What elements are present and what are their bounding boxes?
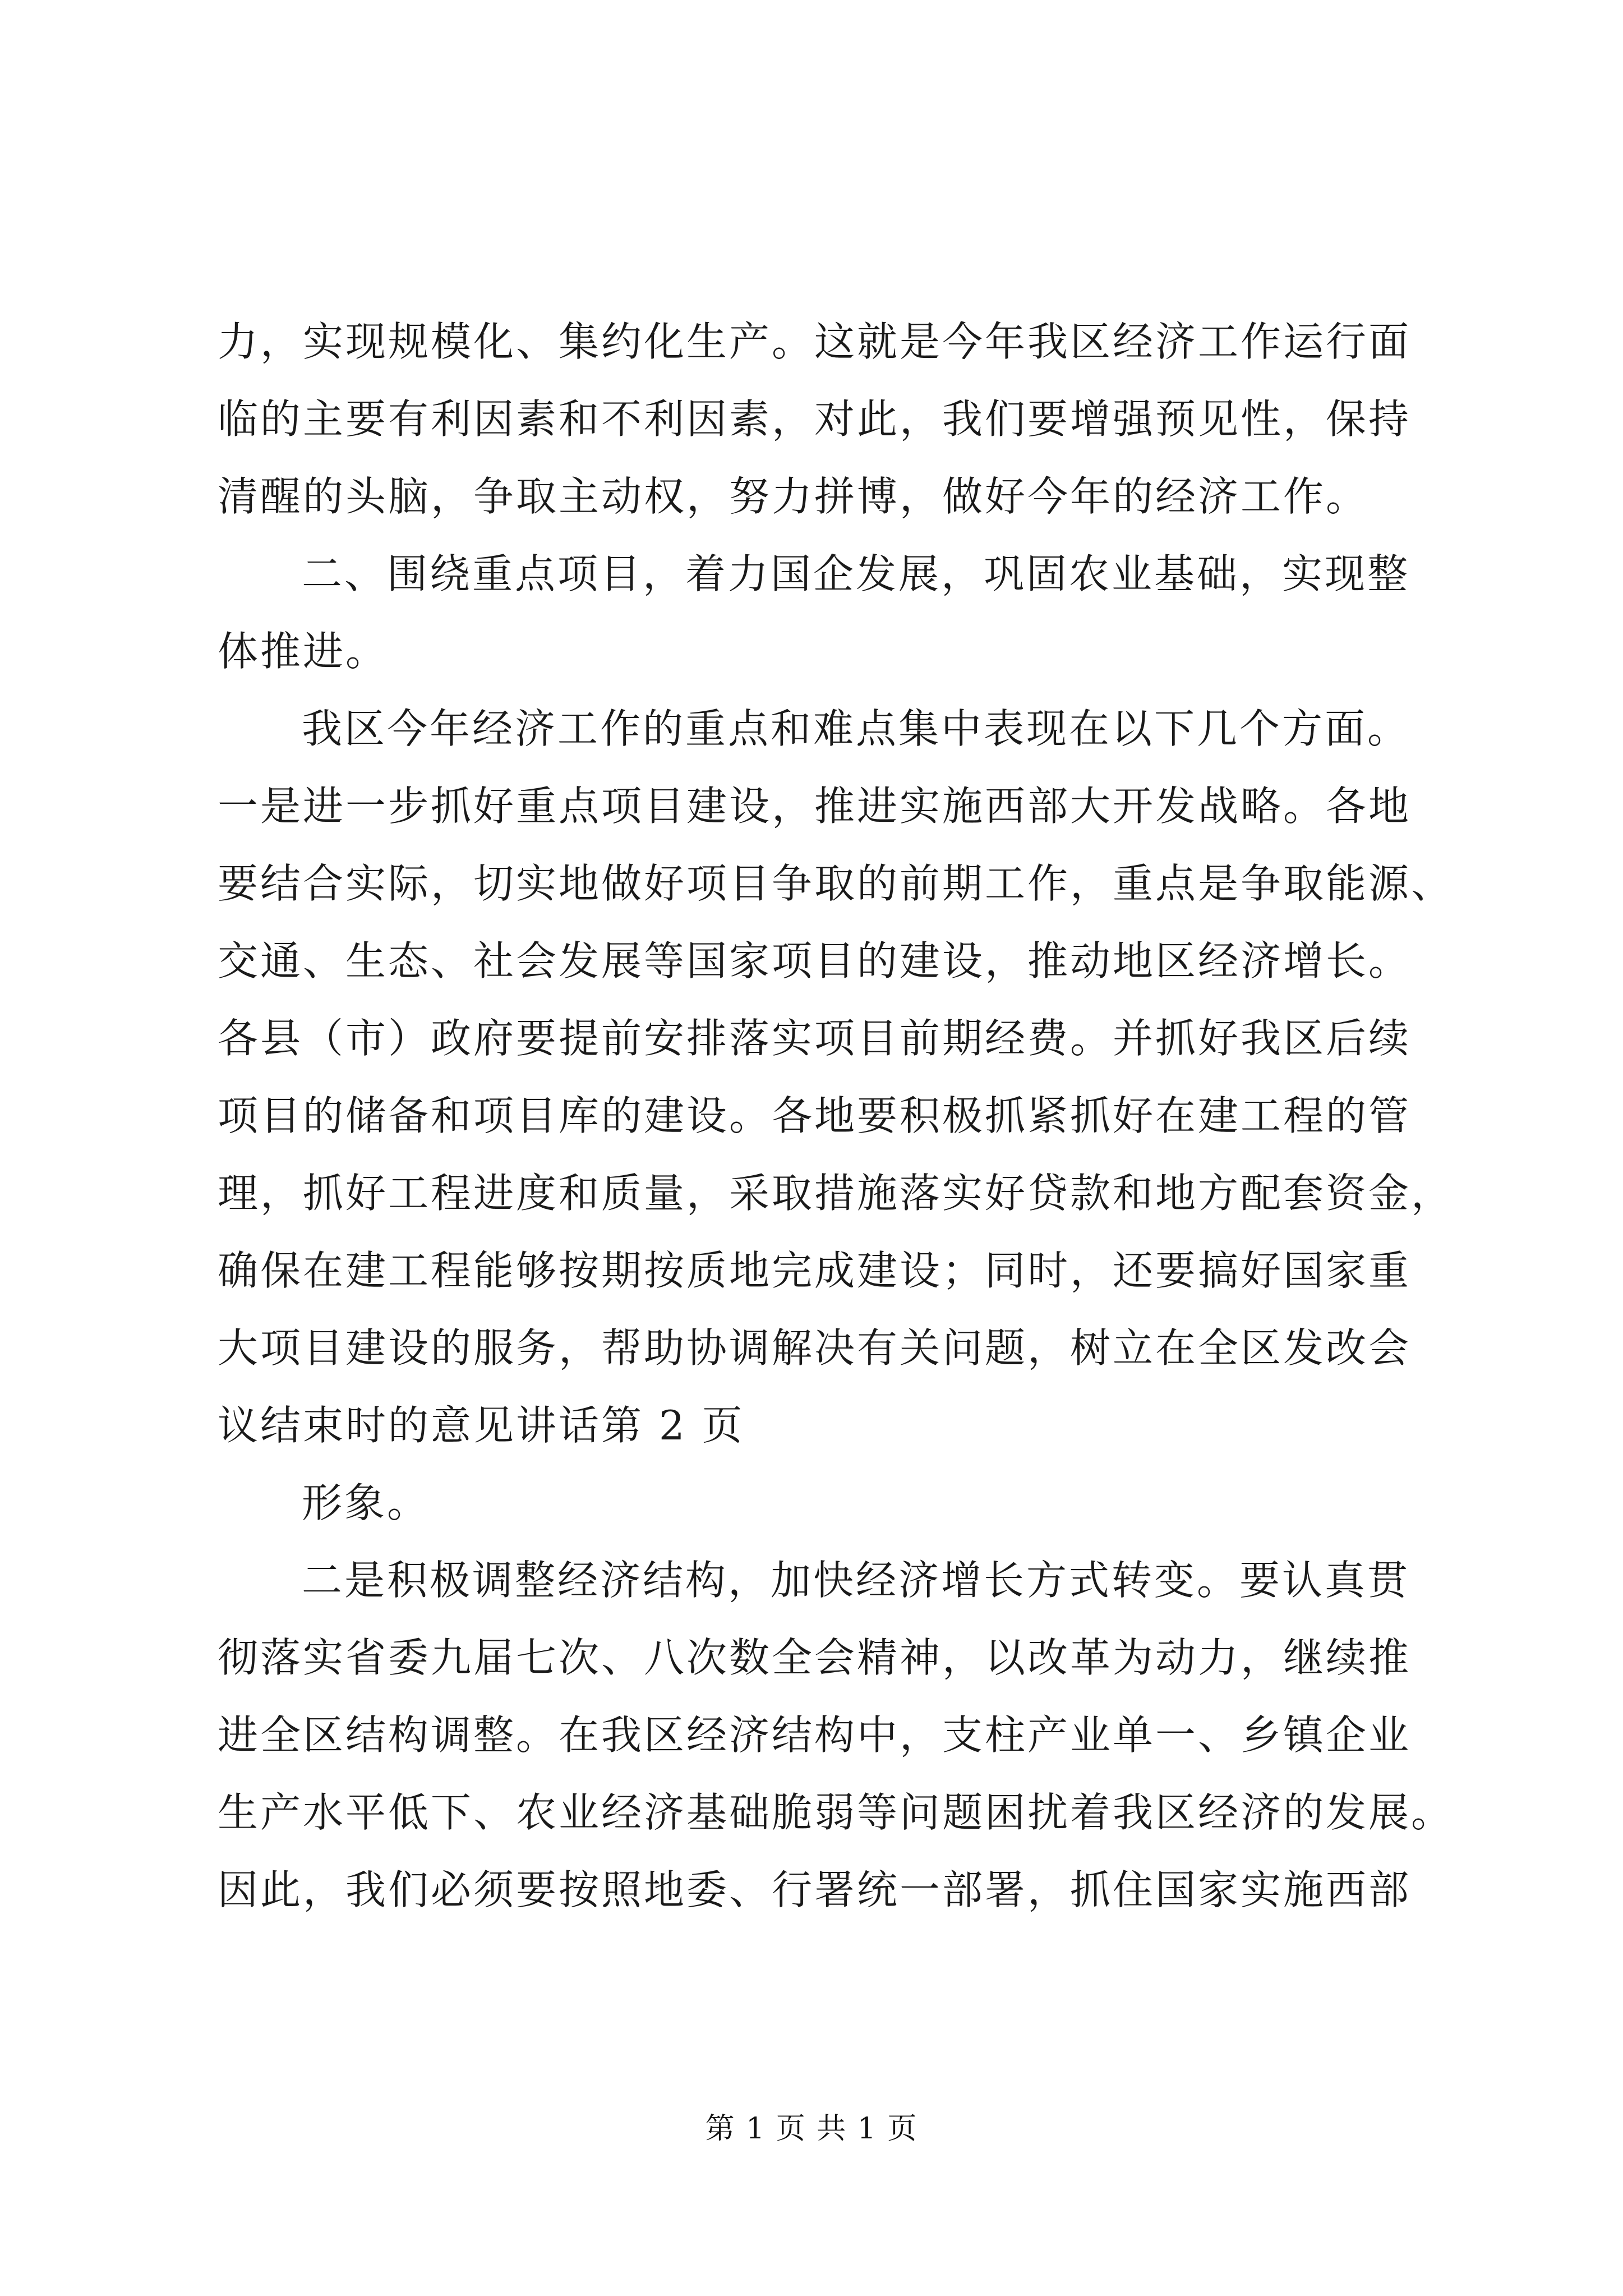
text-line: 各县（市）政府要提前安排落实项目前期经费。并抓好我区后续 bbox=[218, 1015, 1412, 1062]
text-line: 我区今年经济工作的重点和难点集中表现在以下几个方面。 bbox=[302, 705, 1410, 752]
text-line: 清醒的头脑，争取主动权，努力拼博，做好今年的经济工作。 bbox=[218, 473, 1369, 520]
section-heading-line: 体推进。 bbox=[218, 628, 389, 675]
text-line: 二是积极调整经济结构，加快经济增长方式转变。要认真贯 bbox=[302, 1557, 1410, 1604]
text-line: 临的主要有利因素和不利因素，对此，我们要增强预见性，保持 bbox=[218, 395, 1412, 443]
text-line: 大项目建设的服务，帮助协调解决有关问题，树立在全区发改会 bbox=[218, 1324, 1412, 1372]
text-line: 交通、生态、社会发展等国家项目的建设，推动地区经济增长。 bbox=[218, 937, 1412, 984]
text-line: 要结合实际，切实地做好项目争取的前期工作，重点是争取能源、 bbox=[218, 860, 1454, 907]
text-line: 生产水平低下、农业经济基础脆弱等问题困扰着我区经济的发展。 bbox=[218, 1789, 1454, 1836]
text-line: 一是进一步抓好重点项目建设，推进实施西部大开发战略。各地 bbox=[218, 783, 1412, 830]
text-line: 进全区结构调整。在我区经济结构中，支柱产业单一、乡镇企业 bbox=[218, 1711, 1412, 1759]
body-text bbox=[218, 303, 1454, 1929]
text-line: 确保在建工程能够按期按质地完成建设；同时，还要搞好国家重 bbox=[218, 1247, 1412, 1294]
text-line: 力，实现规模化、集约化生产。这就是今年我区经济工作运行面 bbox=[218, 318, 1412, 365]
text-line: 彻落实省委九届七次、八次数全会精神，以改革为动力，继续推 bbox=[218, 1634, 1412, 1681]
text-line: 项目的储备和项目库的建设。各地要积极抓紧抓好在建工程的管 bbox=[218, 1092, 1412, 1139]
text-line: 形象。 bbox=[302, 1479, 430, 1526]
page-footer: 第 1 页 共 1 页 bbox=[705, 2112, 918, 2146]
text-line: 理，抓好工程进度和质量，采取措施落实好贷款和地方配套资金， bbox=[218, 1170, 1454, 1217]
section-heading-line: 二、围绕重点项目，着力国企发展，巩固农业基础，实现整 bbox=[302, 550, 1410, 597]
text-line: 议结束时的意见讲话第 2 页 bbox=[218, 1402, 745, 1449]
text-line: 因此，我们必须要按照地委、行署统一部署，抓住国家实施西部 bbox=[218, 1866, 1412, 1913]
